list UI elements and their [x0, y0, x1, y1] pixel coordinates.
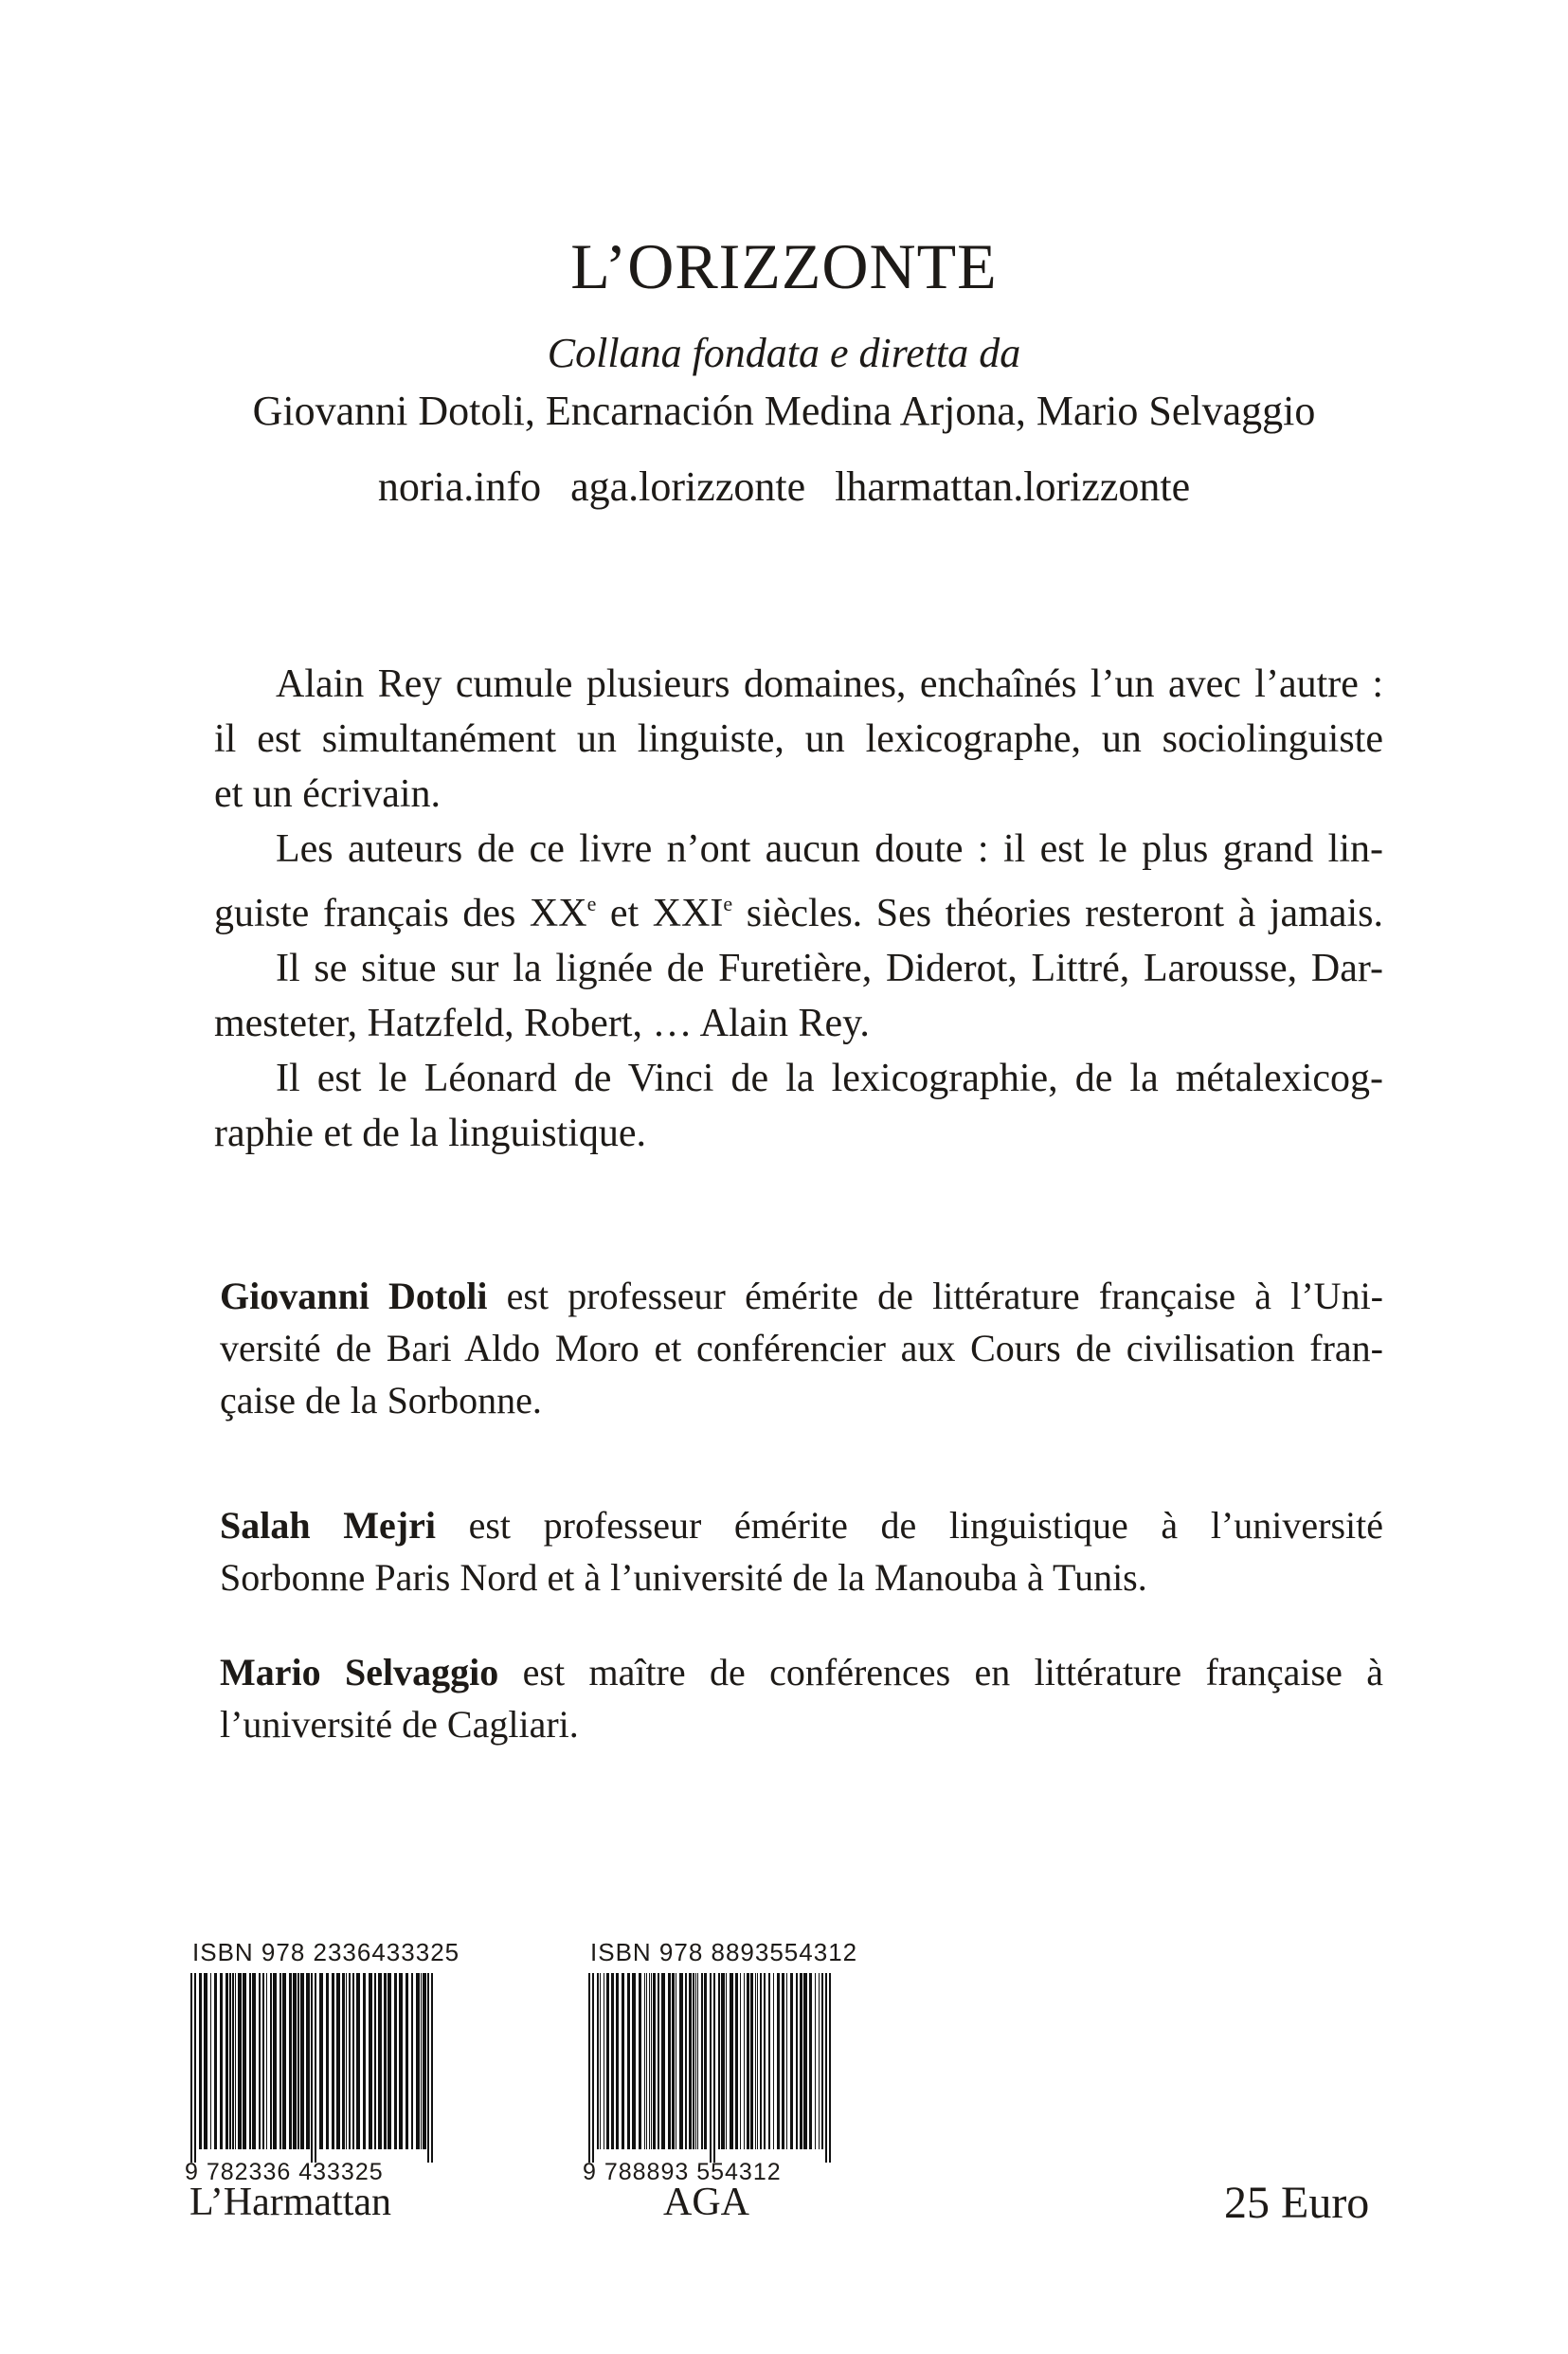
blurb-line: Il se situe sur la lignée de Furetière, Diderot, Littré, Larousse, Dar-	[276, 947, 1383, 990]
blurb-line: Les auteurs de ce livre n’ont aucun doute : il est le plus grand lin-	[276, 827, 1383, 871]
isbn-label: ISBN 978 2336433325	[192, 1938, 460, 1966]
blurb-paragraph-cont	[214, 1106, 1383, 1161]
book-blurb	[214, 657, 1383, 1161]
author-bio-dotoli: Giovanni Dotoli est professeur émérite de littérature française à l’Uni- versité de Bari Aldo Moro et conférencier aux Cours de civilisation fran- çaise de la Sorbonne.	[220, 1270, 1383, 1426]
price: 25 Euro	[1224, 2178, 1370, 2228]
site-noria[interactable]: noria.info	[377, 463, 542, 510]
isbn-label: ISBN 978 8893554312	[590, 1938, 858, 1966]
barcode-block-harmattan	[185, 1938, 460, 2186]
bio-line: versité de Bari Aldo Moro et conférencier aux Cours de civilisation fran-	[220, 1327, 1383, 1369]
site-lharmattan[interactable]: lharmattan.lorizzonte	[835, 463, 1191, 510]
barcode-icon	[583, 1973, 838, 2163]
blurb-line: Il est le Léonard de Vinci de la lexicographie, de la métalexicog-	[276, 1057, 1383, 1100]
bio-line: Sorbonne Paris Nord et à l’université de la Manouba à Tunis.	[220, 1556, 1147, 1599]
blurb-paragraph-cont	[214, 877, 1383, 941]
blurb-paragraph-cont	[214, 712, 1383, 822]
bio-line: l’université de Cagliari.	[220, 1703, 579, 1746]
blurb-paragraph-cont	[214, 996, 1383, 1051]
blurb-line-centuries: guiste français des XXe et XXIe siècles. Ses théories resteront à jamais.	[214, 892, 1383, 935]
blurb-line: raphie et de la linguistique.	[214, 1112, 647, 1155]
author-bio-mejri: Salah Mejri est professeur émérite de linguistique à l’université Sorbonne Paris Nord et à l’université de la Manouba à Tunis.	[220, 1499, 1383, 1603]
series-websites	[0, 462, 1568, 511]
blurb-paragraph	[214, 941, 1383, 996]
author-bio-selvaggio: Mario Selvaggio est maître de conférences en littérature française à l’université de Cagliari.	[220, 1646, 1383, 1750]
barcode-digits: 9 788893 554312	[583, 2159, 782, 2185]
blurb-line: mesteter, Hatzfeld, Robert, … Alain Rey.	[214, 1002, 870, 1045]
bio-line: çaise de la Sorbonne.	[220, 1379, 542, 1421]
publisher-harmattan: L’Harmattan	[189, 2181, 392, 2224]
author-name: Giovanni Dotoli	[220, 1275, 488, 1317]
barcode-block-aga	[583, 1938, 857, 2186]
blurb-paragraph	[214, 657, 1383, 712]
blurb-paragraph	[214, 1051, 1383, 1106]
blurb-line: Alain Rey cumule plusieurs domaines, enchaînés l’un avec l’autre :	[276, 662, 1383, 706]
series-title: L’ORIZZONTE	[570, 230, 998, 302]
barcode-digits: 9 782336 433325	[185, 2159, 384, 2185]
blurb-line: il est simultanément un linguiste, un lexicographe, un sociolinguiste	[214, 717, 1383, 761]
blurb-line: et un écrivain.	[214, 772, 442, 816]
site-aga[interactable]: aga.lorizzonte	[570, 463, 806, 510]
series-subtitle: Collana fondata e diretta da	[547, 330, 1021, 376]
blurb-paragraph	[214, 822, 1383, 877]
barcode-icon	[185, 1973, 441, 2163]
series-directors: Giovanni Dotoli, Encarnación Medina Arjona, Mario Selvaggio	[252, 388, 1316, 434]
publisher-aga: AGA	[663, 2181, 749, 2224]
superscript-e: e	[723, 892, 733, 915]
superscript-e: e	[586, 892, 597, 915]
author-name: Mario Selvaggio	[220, 1651, 499, 1693]
author-name: Salah Mejri	[220, 1504, 436, 1547]
